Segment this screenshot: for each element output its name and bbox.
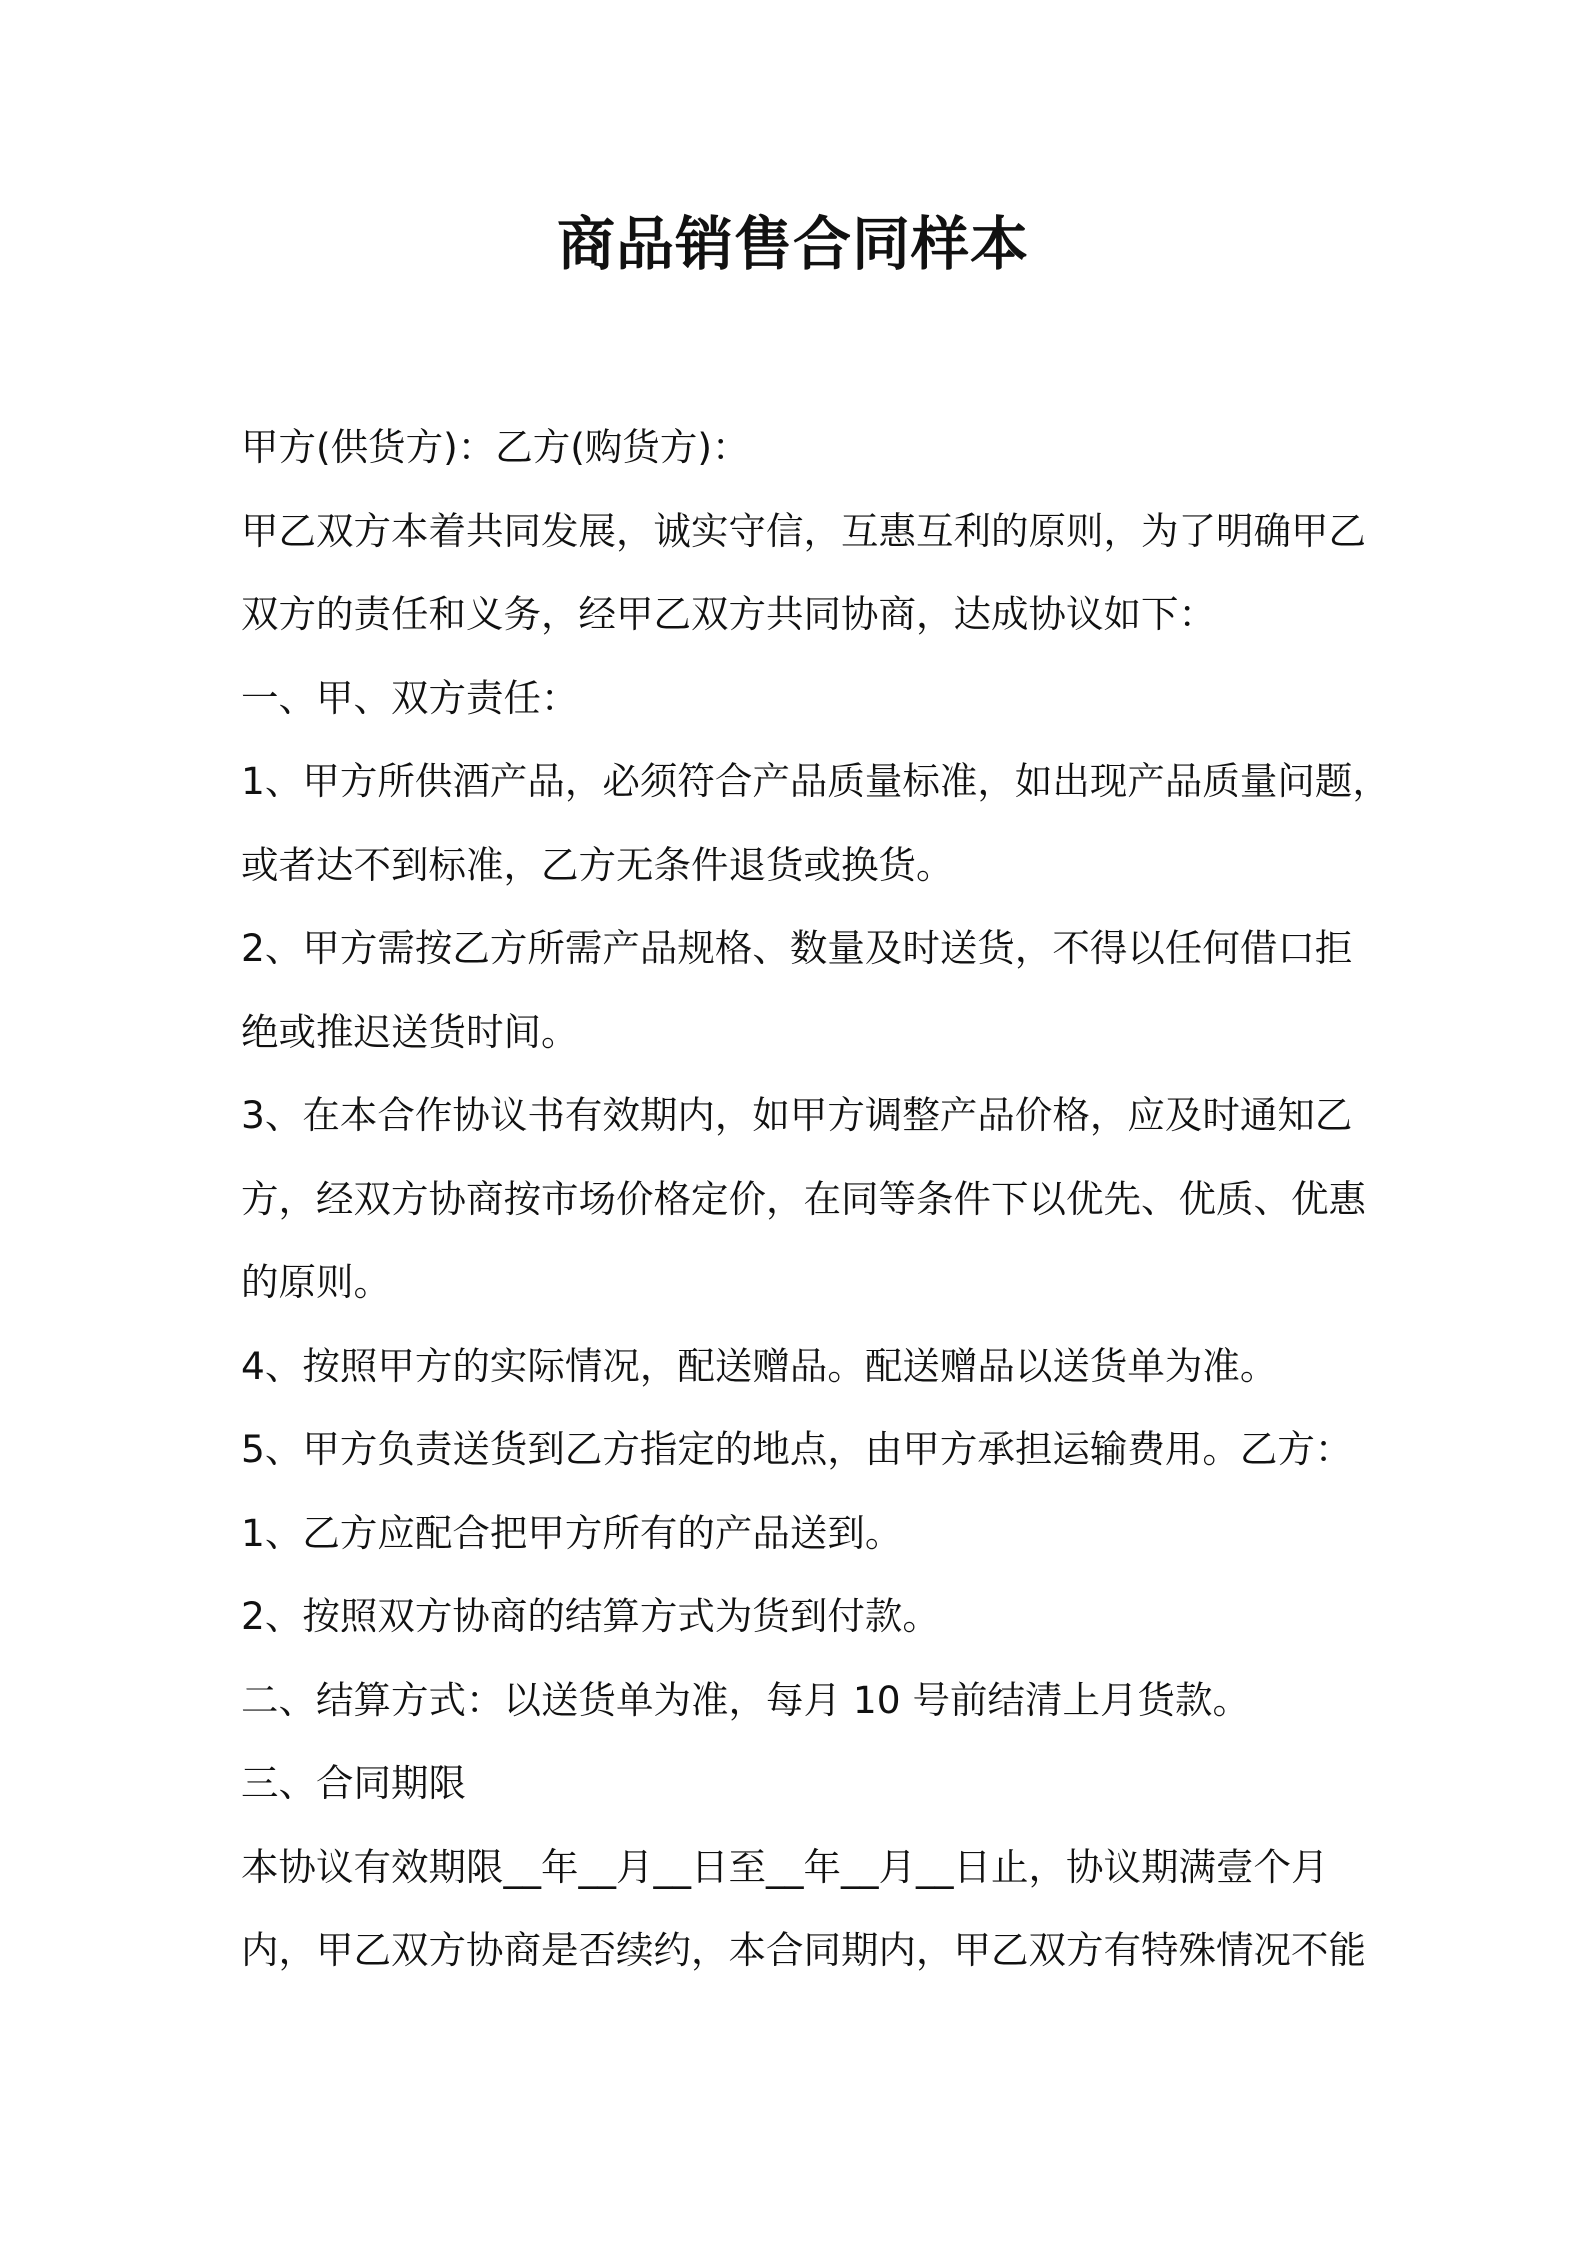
clause-2-line-2: 绝或推迟送货时间。: [241, 1009, 579, 1054]
clause-3-line-1: 3、在本合作协议书有效期内，如甲方调整产品价格，应及时通知乙: [241, 1093, 1353, 1137]
intro-line-2: 双方的责任和义务，经甲乙双方共同协商，达成协议如下：: [241, 592, 1216, 636]
section-heading-term: 三、合同期限: [241, 1761, 466, 1805]
clause-3-line-2: 方，经双方协商按市场价格定价，在同等条件下以优先、优质、优惠: [241, 1176, 1366, 1221]
clause-2-line-1: 2、甲方需按乙方所需产品规格、数量及时送货，不得以任何借口拒: [241, 926, 1353, 970]
term-line-1: 本协议有效期限__年__月__日至__年__月__日止，协议期满壹个月: [241, 1844, 1329, 1889]
intro-line-1: 甲乙双方本着共同发展，诚实守信，互惠互利的原则，为了明确甲乙: [241, 508, 1366, 553]
clause-5-line: 5、甲方负责送货到乙方指定的地点，由甲方承担运输费用。乙方：: [241, 1427, 1353, 1471]
section-heading-settlement: 二、结算方式：以送货单为准，每月 10 号前结清上月货款。: [241, 1677, 1251, 1722]
document-title: 商品销售合同样本: [556, 210, 1029, 278]
clause-1-line-2: 或者达不到标准，乙方无条件退货或换货。: [241, 842, 954, 887]
section-heading-responsibilities: 一、甲、双方责任：: [241, 675, 579, 720]
term-line-2: 内，甲乙双方协商是否续约，本合同期内，甲乙双方有特殊情况不能: [241, 1928, 1366, 1972]
party-b-clause-1-line: 1、乙方应配合把甲方所有的产品送到。: [241, 1510, 903, 1555]
clause-3-line-3: 的原则。: [241, 1260, 391, 1304]
party-b-clause-2-line: 2、按照双方协商的结算方式为货到付款。: [241, 1594, 940, 1638]
clause-4-line: 4、按照甲方的实际情况，配送赠品。配送赠品以送货单为准。: [241, 1343, 1278, 1388]
clause-1-line-1: 1、甲方所供酒产品，必须符合产品质量标准，如出现产品质量问题，: [241, 759, 1390, 803]
contract-body: [241, 406, 1390, 1993]
party-line: 甲方(供货方)：乙方(购货方)：: [241, 425, 750, 469]
